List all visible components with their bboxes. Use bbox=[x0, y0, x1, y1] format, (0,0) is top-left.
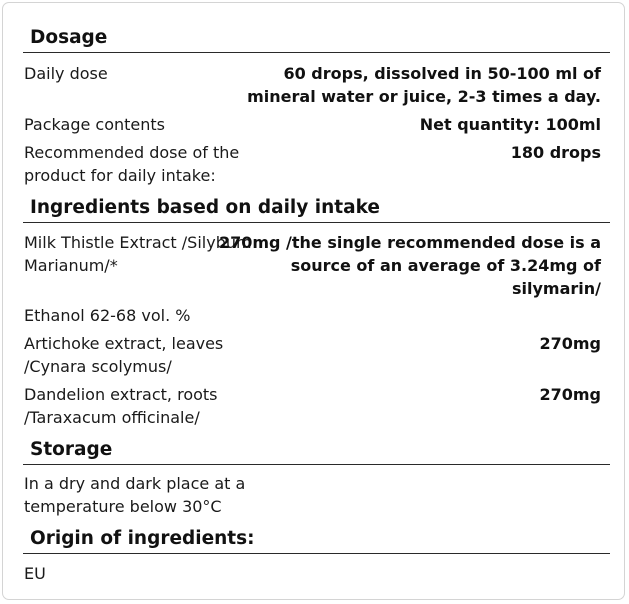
row-label-recommended-dose bbox=[24, 141, 239, 187]
value-line: 270mg bbox=[539, 385, 601, 404]
value-line: mineral water or juice, 2-3 times a day. bbox=[247, 87, 601, 106]
label-line: Recommended dose of the bbox=[24, 143, 240, 162]
label-line: Ethanol 62-68 vol. % bbox=[24, 306, 191, 325]
label-line: Dandelion extract, roots bbox=[24, 385, 218, 404]
row-value-artichoke bbox=[539, 332, 601, 355]
label-line: Package contents bbox=[24, 115, 165, 134]
value-line: Net quantity: 100ml bbox=[419, 115, 601, 134]
row-label-milk-thistle bbox=[24, 231, 252, 277]
section-title-storage: Storage bbox=[30, 439, 113, 460]
section-header-ingredients bbox=[23, 193, 610, 223]
label-line: product for daily intake: bbox=[24, 166, 216, 185]
row-value-recommended-dose bbox=[511, 141, 601, 164]
section-title-ingredients: Ingredients based on daily intake bbox=[30, 197, 380, 218]
section-header-origin bbox=[23, 524, 610, 554]
row-label-package-contents bbox=[24, 113, 165, 136]
section-title-origin: Origin of ingredients: bbox=[30, 528, 255, 549]
label-line: Milk Thistle Extract /Silybum bbox=[24, 233, 252, 252]
label-line: temperature below 30°C bbox=[24, 497, 222, 516]
row-value-milk-thistle bbox=[219, 231, 601, 300]
value-line: 270mg bbox=[539, 334, 601, 353]
product-info-card bbox=[2, 2, 625, 600]
section-header-storage bbox=[23, 435, 610, 465]
row-label-origin bbox=[24, 562, 46, 585]
label-line: EU bbox=[24, 564, 46, 583]
row-label-artichoke bbox=[24, 332, 223, 378]
label-line: Daily dose bbox=[24, 64, 108, 83]
value-line: 270mg /the single recommended dose is a bbox=[218, 233, 601, 252]
value-line: 180 drops bbox=[510, 143, 601, 162]
row-label-ethanol bbox=[24, 304, 190, 327]
row-value-daily-dose bbox=[247, 62, 601, 108]
label-line: Artichoke extract, leaves bbox=[24, 334, 224, 353]
label-line: /Cynara scolymus/ bbox=[24, 357, 172, 376]
row-value-dandelion bbox=[539, 383, 601, 406]
row-label-daily-dose bbox=[24, 62, 108, 85]
value-line: source of an average of 3.24mg of bbox=[290, 256, 601, 275]
value-line: silymarin/ bbox=[512, 279, 601, 298]
value-line: 60 drops, dissolved in 50-100 ml of bbox=[283, 64, 601, 83]
row-label-dandelion bbox=[24, 383, 218, 429]
section-title-dosage: Dosage bbox=[30, 27, 108, 48]
label-line: /Taraxacum officinale/ bbox=[24, 408, 200, 427]
label-line: In a dry and dark place at a bbox=[24, 474, 246, 493]
section-header-dosage bbox=[23, 23, 610, 53]
row-label-storage bbox=[24, 472, 245, 518]
row-value-package-contents bbox=[420, 113, 601, 136]
label-line: Marianum/* bbox=[24, 256, 118, 275]
